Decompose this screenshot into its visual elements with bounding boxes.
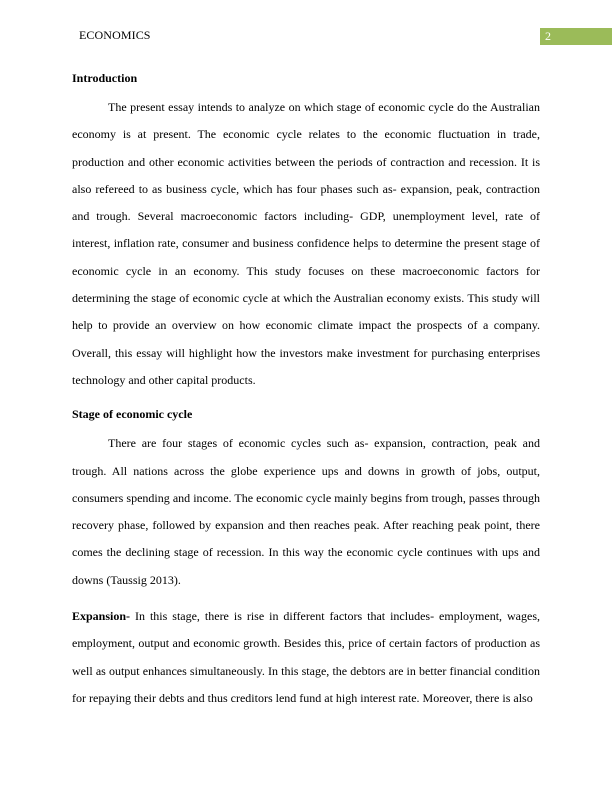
stage-paragraph: There are four stages of economic cycles such as- expansion, contraction, peak and trough. All nations across the globe experience ups and downs in growth of jobs, output, consumers spending and income. The economic cycle mainly begins from trough, passes through recovery phase, followed by expansion and then reaches peak. After reaching peak point, there comes the declining stage of recession. In this way the economic cycle continues with ups and downs (Taussig 2013). (72, 436, 540, 587)
expansion-text: In this stage, there is rise in different factors that includes- employment, wages, employment, output and economic growth. Besides this, price of certain factors of production as well as output enhances simultaneously. In this stage, the debtors are in better financial condition for repaying their debts and thus creditors lend fund at high interest rate. Moreover, there is also (72, 609, 540, 705)
running-header-title: ECONOMICS (79, 28, 151, 42)
expansion-paragraph (72, 603, 540, 712)
introduction-paragraph: The present essay intends to analyze on which stage of economic cycle do the Australian economy is at present. The economic cycle relates to the economic fluctuation in trade, production and other economic activities between the periods of contraction and recession. It is also refereed to as business cycle, which has four phases such as- expansion, peak, contraction and trough. Several macroeconomic factors including- GDP, unemployment level, rate of interest, inflation rate, consumer and business confidence helps to determine the present stage of economic cycle in an economy. This study focuses on these macroeconomic factors for determining the stage of economic cycle at which the Australian economy exists. This study will help to provide an overview on how economic climate impact the prospects of a company. Overall, this essay will highlight how the investors make investment for purchasing enterprises technology and other capital products. (72, 100, 540, 387)
document-body (72, 68, 540, 712)
introduction-heading: Introduction (72, 71, 138, 85)
expansion-lead-term: Expansion- (72, 609, 131, 624)
page-number-badge: 2 (540, 28, 612, 45)
stage-heading: Stage of economic cycle (72, 407, 193, 422)
